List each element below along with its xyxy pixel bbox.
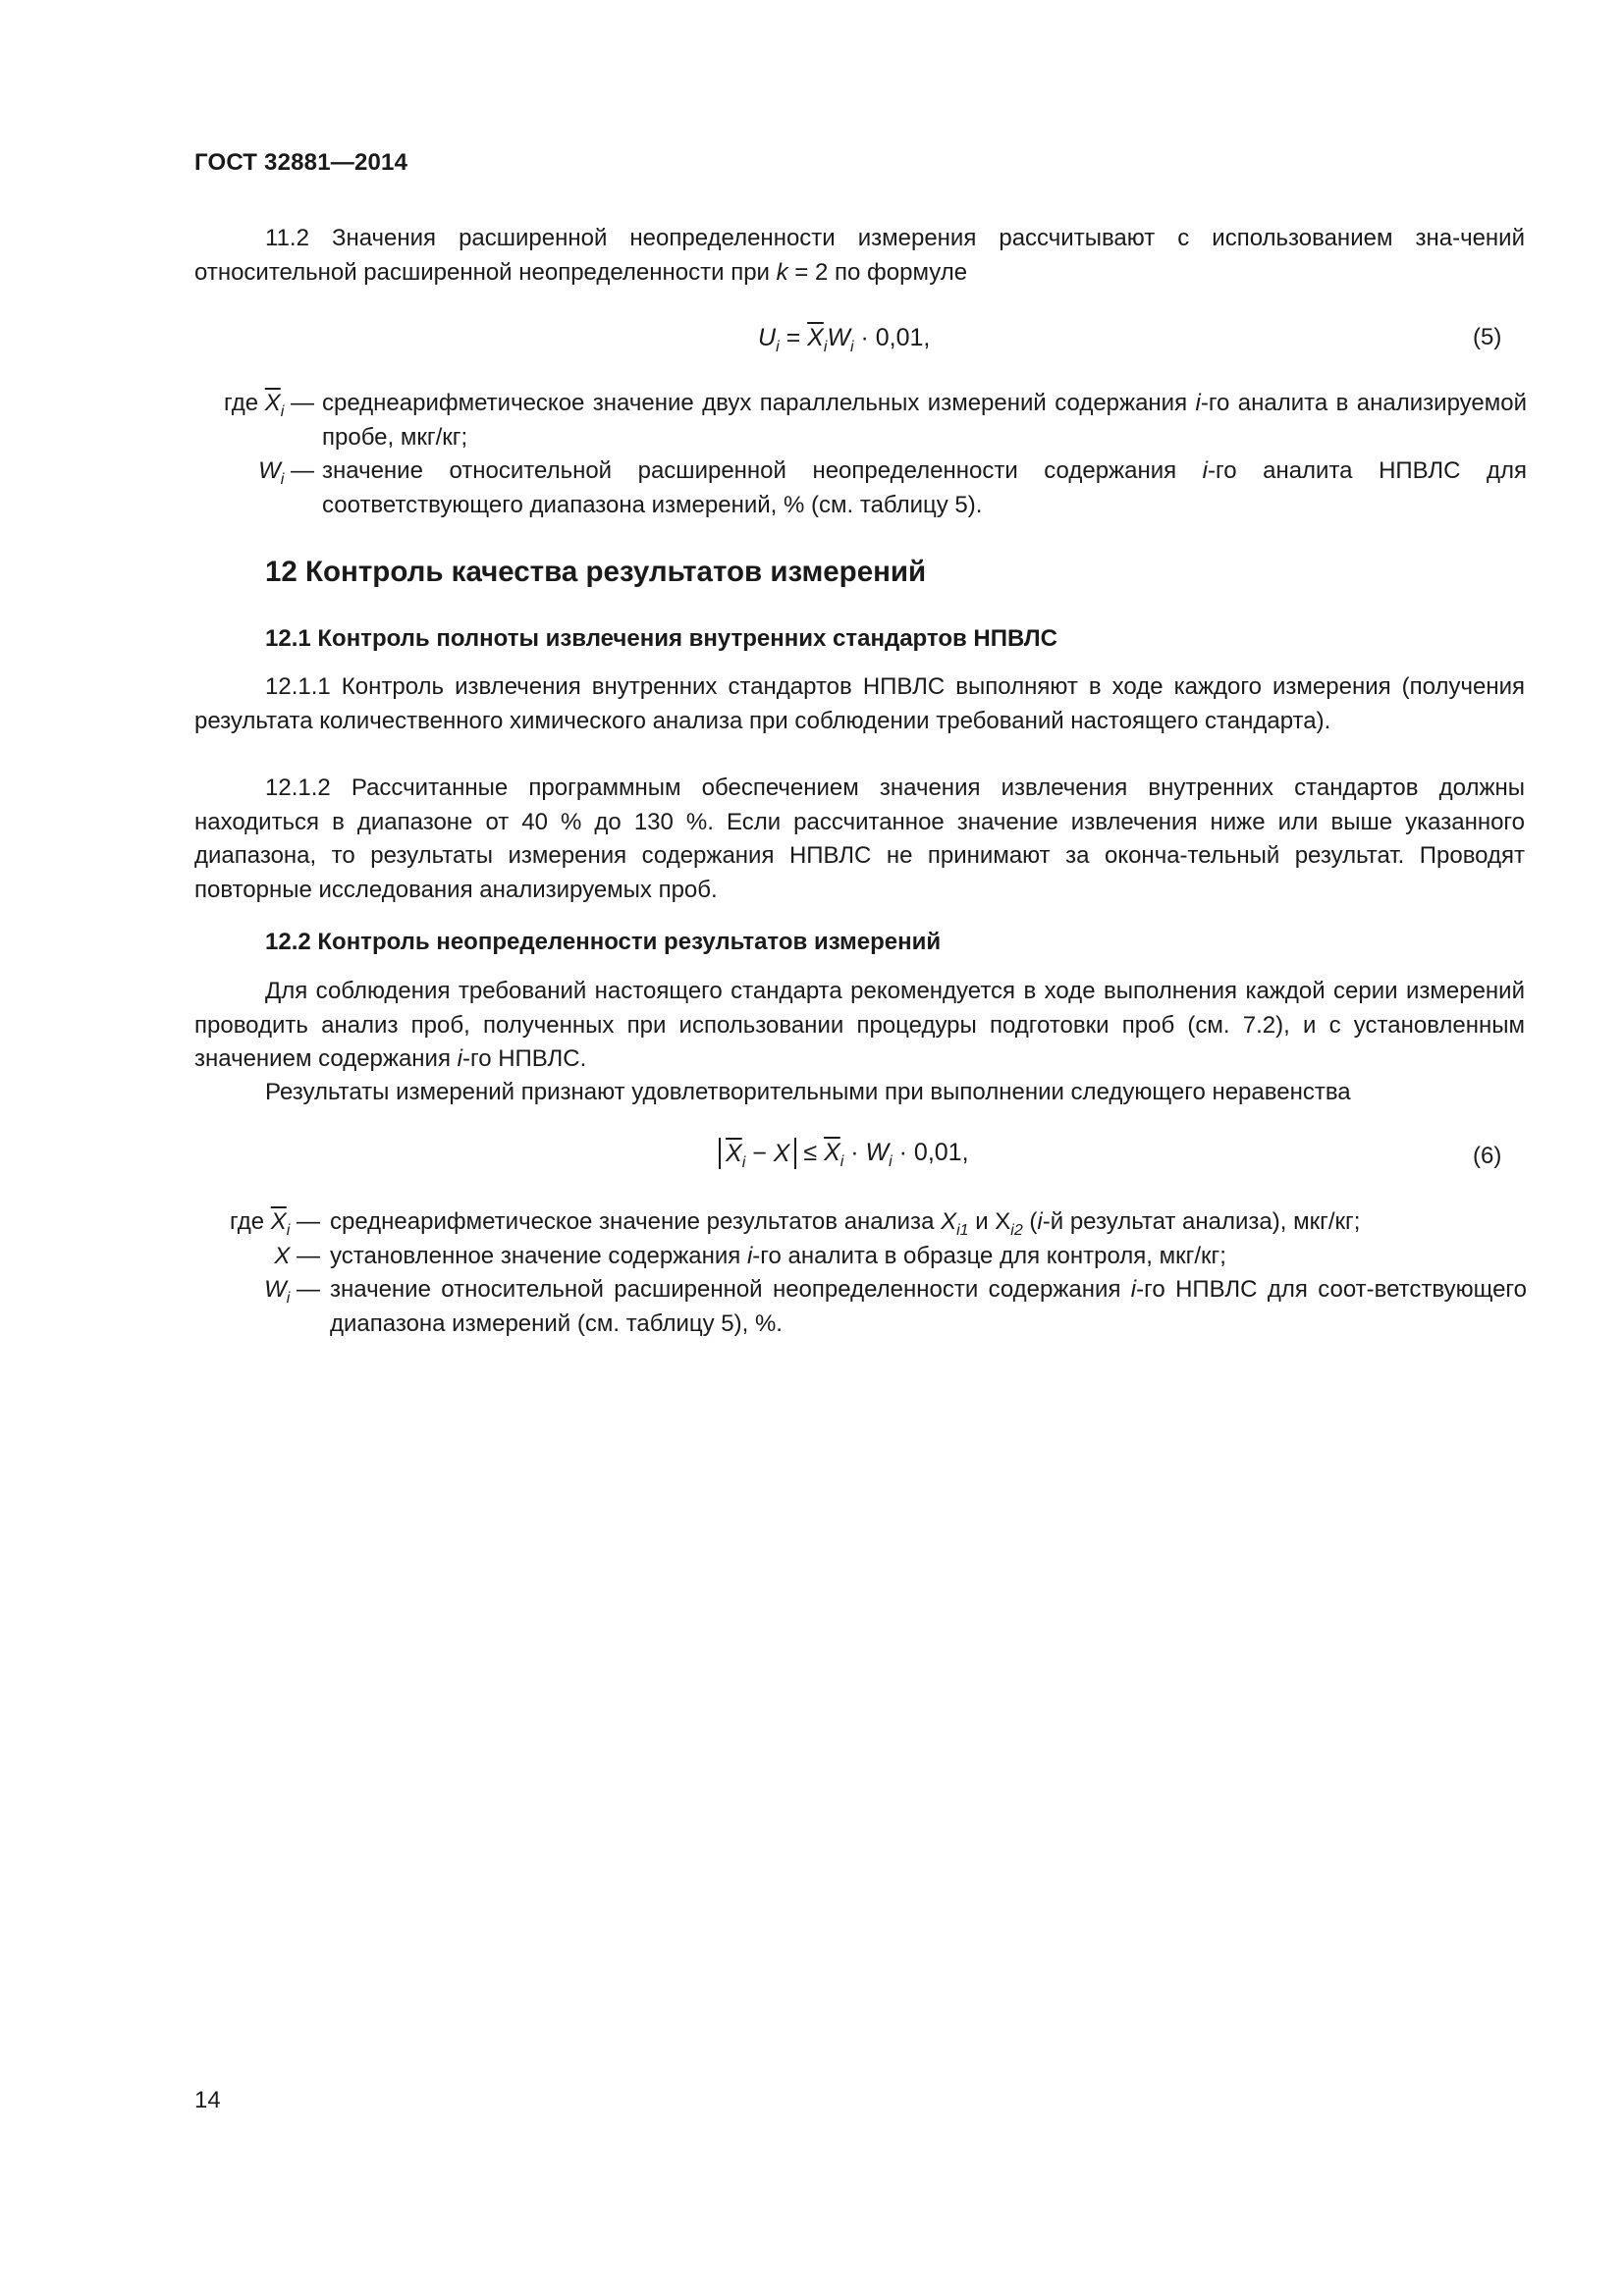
paragraph-12-1-1: 12.1.1 Контроль извлечения внутренних стандартов НПВЛС выполняют в ходе каждого измерения (получения результата количественного химического анализа при соблюдении требований настоящего стандарта).: [194, 673, 1525, 734]
document-header: ГОСТ 32881—2014: [194, 149, 408, 176]
legend-term: где $\overline{X}_i$ —: [230, 1208, 320, 1239]
paragraph-12-1-2: 12.1.2 Рассчитанные программным обеспечением значения извлечения внутренних стандартов должны находиться в диапазоне от 40 % до 130 %. Если рассчитанное значение извлечения ниже или выше указанного диапазона, то результаты измерения содержания НПВЛС не принимают за оконча-тельный результат. Проводят повторные исследования анализируемых проб.: [194, 774, 1525, 903]
legend-term: где $\overline{X}_i$ —: [224, 390, 314, 420]
paragraph-12-2-a: Для соблюдения требований настоящего стандарта рекомендуется в ходе выполнения каждой серии измерений проводить анализ проб, полученных при использовании процедуры подготовки проб (см. 7.2), и с установленным значением содержания i-го НПВЛС.: [194, 978, 1525, 1072]
legend-definition: значение относительной расширенной неопределенности содержания i-го аналита НПВЛС для соответствующего диапазона измерений, % (см. таблицу 5).: [322, 457, 1528, 518]
absolute-value: $\overline{X}_i - X$: [719, 1138, 796, 1169]
legend-term: $W_i$ —: [258, 457, 314, 488]
equation-number-6: (6): [1473, 1143, 1502, 1169]
legend-row: [194, 1273, 1527, 1341]
formula-5-legend: [194, 387, 1527, 522]
paragraph-12-2-b: Результаты измерений признают удовлетворительными при выполнении следующего неравенства: [265, 1079, 1351, 1105]
section-12-heading: 12 Контроль качества результатов измерений: [265, 556, 927, 588]
formula-5: $U_i = \overline{X}_iW_i \cdot 0,01$,: [758, 324, 931, 355]
section-12-2-heading: 12.2 Контроль неопределенности результатов измерений: [265, 929, 942, 955]
legend-row: [194, 1240, 1527, 1274]
equation-number-5: (5): [1473, 324, 1502, 350]
legend-row: [194, 454, 1527, 522]
formula-6-legend: [194, 1205, 1527, 1341]
legend-definition: среднеарифметическое значение двух параллельных измерений содержания i-го аналита в анализируемой пробе, мкг/кг;: [322, 390, 1527, 451]
section-12-1-heading: 12.1 Контроль полноты извлечения внутренних стандартов НПВЛС: [265, 625, 1057, 652]
legend-row: [194, 387, 1527, 454]
legend-definition: значение относительной расширенной неопределенности содержания i-го НПВЛС для соот-ветствующего диапазона измерений (см. таблицу 5), %.: [330, 1276, 1527, 1337]
formula-6: $\overline{X}_i - X \le \overline{X}_i \cdot W_i \cdot 0,01$,: [719, 1135, 969, 1170]
legend-row: [194, 1205, 1527, 1240]
legend-term: $W_i$ —: [264, 1276, 320, 1307]
legend-term: X —: [274, 1242, 320, 1269]
paragraph-11-2: 11.2 Значения расширенной неопределенности измерения рассчитывают с использованием зна-чений относительной расширенной неопределенности при k = 2 по формуле: [194, 225, 1525, 286]
legend-definition: установленное значение содержания i-го аналита в образце для контроля, мкг/кг;: [330, 1242, 1226, 1269]
legend-definition: среднеарифметическое значение результатов анализа $X_{i1}$ и $X_{i2}$ (i-й результат анализа), мкг/кг;: [330, 1208, 1361, 1239]
page-number: 14: [194, 2087, 221, 2113]
